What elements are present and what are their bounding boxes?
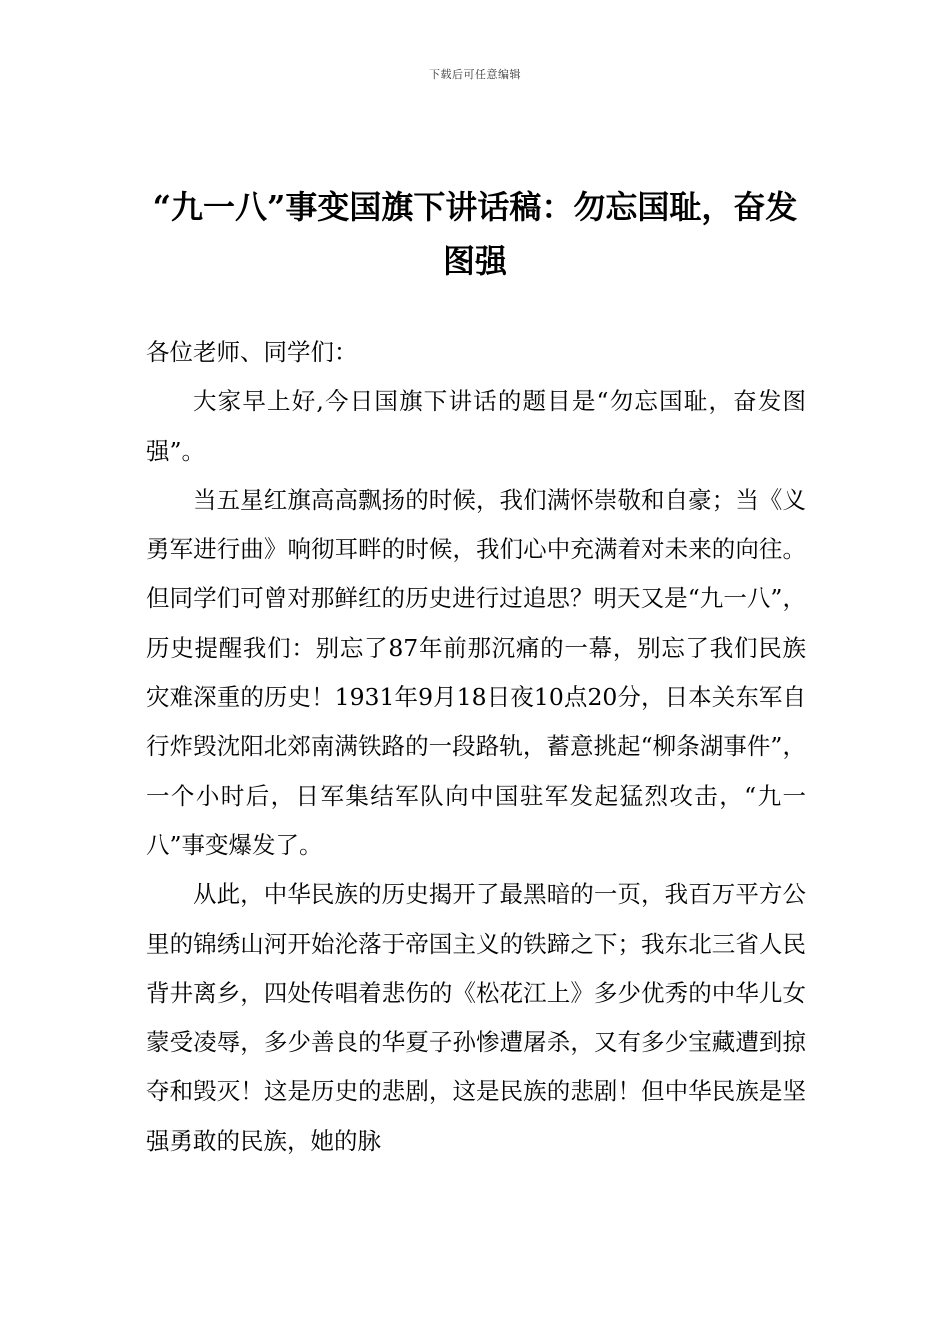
paragraph-2: 当五星红旗高高飘扬的时候，我们满怀崇敬和自豪；当《义勇军进行曲》响彻耳畔的时候，我们心中充满着对未来的向往。但同学们可曾对那鲜红的历史进行过追思？明天又是“九一八”，历史提醒我们：别忘了87年前那沉痛的一幕，别忘了我们民族灾难深重的历史！1931年9月18日夜10点20分，日本关东军自行炸毁沈阳北郊南满铁路的一段路轨，蓄意挑起“柳条湖事件”，一个小时后，日军集结军队向中国驻军发起猛烈攻击，“九一八”事变爆发了。 xyxy=(146,485,806,859)
document-body xyxy=(146,328,806,1166)
salutation: 各位老师、同学们： xyxy=(146,338,358,366)
paragraph-3: 从此，中华民族的历史揭开了最黑暗的一页，我百万平方公里的锦绣山河开始沦落于帝国主义的铁蹄之下；我东北三省人民背井离乡，四处传唱着悲伤的《松花江上》多少优秀的中华儿女蒙受凌辱，多少善良的华夏子孙惨遭屠杀，又有多少宝藏遭到掠夺和毁灭！这是历史的悲剧，这是民族的悲剧！但中华民族是坚强勇敢的民族，她的脉 xyxy=(146,880,806,1155)
page-title: “九一八”事变国旗下讲话稿：勿忘国耻，奋发图强 xyxy=(152,188,798,280)
header-note: 下载后可任意编辑 xyxy=(429,68,521,81)
paragraph-1: 大家早上好,今日国旗下讲话的题目是“勿忘国耻，奋发图强”。 xyxy=(146,387,806,465)
